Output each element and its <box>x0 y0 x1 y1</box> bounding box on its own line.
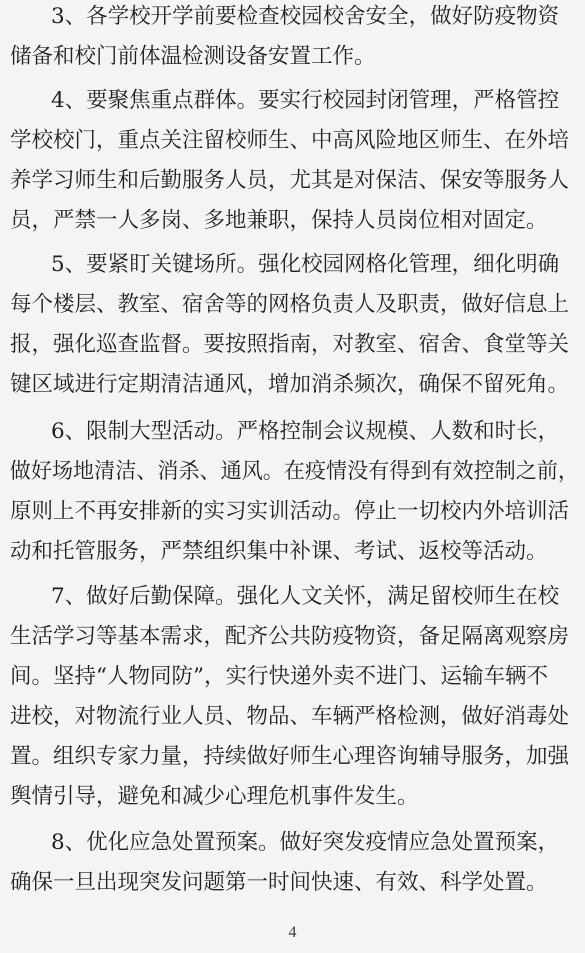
text-line: 确保一旦出现突发问题第一时间快速、有效、科学处置。 <box>10 870 548 895</box>
text-line: 3、各学校开学前要检查校园校舍安全，做好防疫物资 <box>51 4 560 29</box>
text-line: 7、做好后勤保障。强化人文关怀，满足留校师生在校 <box>51 584 560 609</box>
text-line: 做好场地清洁、消杀、通风。在疫情没有得到有效控制之前， <box>9 459 579 484</box>
text-line: 学校校门，重点关注留校师生、中高风险地区师生、在外培 <box>10 128 570 153</box>
text-line: 进校，对物流行业人员、物品、车辆严格检测，做好消毒处 <box>10 704 570 729</box>
text-line: 每个楼层、教室、宿舍等的网格负责人及职责，做好信息上 <box>10 292 570 317</box>
text-line: 键区域进行定期清洁通风，增加消杀频次，确保不留死角。 <box>10 372 570 397</box>
text-line: 储备和校门前体温检测设备安置工作。 <box>10 44 376 69</box>
text-line: 间。坚持“人物同防”，实行快递外卖不进门、运输车辆不 <box>10 664 548 689</box>
page-number: 4 <box>288 924 297 941</box>
text-line: 员，严禁一人多岗、多地兼职，保持人员岗位相对固定。 <box>10 208 548 233</box>
text-line: 舆情引导，避免和减少心理危机事件发生。 <box>10 784 419 809</box>
text-line: 原则上不再安排新的实习实训活动。停止一切校内外培训活 <box>10 499 570 524</box>
text-line: 动和托管服务，严禁组织集中补课、考试、返校等活动。 <box>10 539 548 564</box>
text-line: 6、限制大型活动。严格控制会议规模、人数和时长， <box>51 419 560 444</box>
text-line: 置。组织专家力量，持续做好师生心理咨询辅导服务，加强 <box>10 744 570 769</box>
text-line: 5、要紧盯关键场所。强化校园网格化管理，细化明确 <box>51 252 560 277</box>
text-line: 生活学习等基本需求，配齐公共防疫物资，备足隔离观察房 <box>10 624 570 649</box>
text-line: 养学习师生和后勤服务人员，尤其是对保洁、保安等服务人 <box>10 168 570 193</box>
text-line: 4、要聚焦重点群体。要实行校园封闭管理，严格管控 <box>51 88 560 113</box>
text-line: 8、优化应急处置预案。做好突发疫情应急处置预案， <box>51 830 560 855</box>
text-line: 报，强化巡查监督。要按照指南，对教室、宿舍、食堂等关 <box>10 332 570 357</box>
